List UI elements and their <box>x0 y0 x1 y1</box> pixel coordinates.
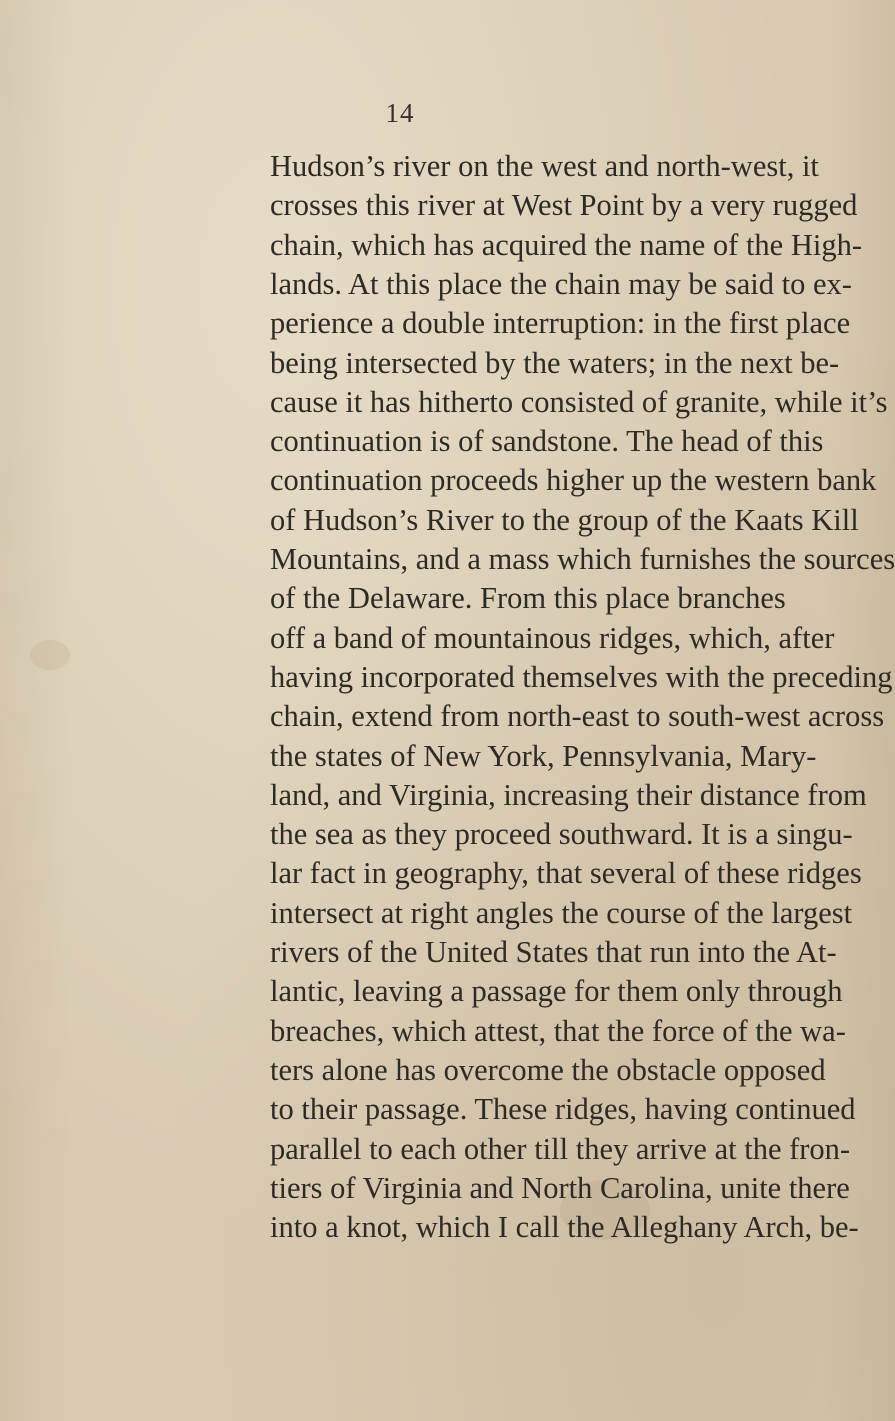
text-line: of the Delaware. From this place branches <box>270 581 786 616</box>
text-line: crosses this river at West Point by a very rugged <box>270 188 858 223</box>
text-line: lar fact in geography, that several of these ridges <box>270 856 862 891</box>
text-line: cause it has hitherto consisted of granite, while it’s <box>270 384 888 419</box>
text-line: land, and Virginia, increasing their distance from <box>270 777 867 812</box>
text-line: to their passage. These ridges, having continued <box>270 1092 856 1127</box>
text-line: of Hudson’s River to the group of the Kaats Kill <box>270 502 859 537</box>
text-line: tiers of Virginia and North Carolina, unite there <box>270 1170 850 1205</box>
text-line: the sea as they proceed southward. It is a singu- <box>270 817 853 852</box>
text-line: lantic, leaving a passage for them only through <box>270 974 843 1009</box>
text-line: off a band of mountainous ridges, which, after <box>270 620 835 655</box>
text-line: perience a double interruption: in the first place <box>270 306 851 341</box>
text-line: into a knot, which I call the Alleghany Arch, be- <box>270 1210 859 1245</box>
text-line: being intersected by the waters; in the next be- <box>270 345 840 380</box>
text-line: breaches, which attest, that the force of the wa- <box>270 1013 846 1048</box>
text-line: parallel to each other till they arrive at the fron- <box>270 1131 851 1166</box>
text-line: chain, extend from north-east to south-west across <box>270 699 885 734</box>
text-line: Mountains, and a mass which furnishes the sources <box>270 542 895 576</box>
text-line: lands. At this place the chain may be said to ex- <box>270 266 852 301</box>
text-line: continuation proceeds higher up the western bank <box>270 463 877 498</box>
text-line: rivers of the United States that run into the At- <box>270 935 837 969</box>
text-line: intersect at right angles the course of the largest <box>270 895 853 930</box>
text-line: continuation is of sandstone. The head of this <box>270 424 824 459</box>
text-line: the states of New York, Pennsylvania, Mary- <box>270 738 817 773</box>
text-line: ters alone has overcome the obstacle opposed <box>270 1052 826 1087</box>
text-line: having incorporated themselves with the preceding <box>270 659 893 694</box>
text-line: chain, which has acquired the name of the High- <box>270 227 862 262</box>
page-number: 14 <box>385 98 415 128</box>
paper-stain <box>30 640 70 670</box>
text-line: Hudson’s river on the west and north-west, it <box>270 149 819 183</box>
